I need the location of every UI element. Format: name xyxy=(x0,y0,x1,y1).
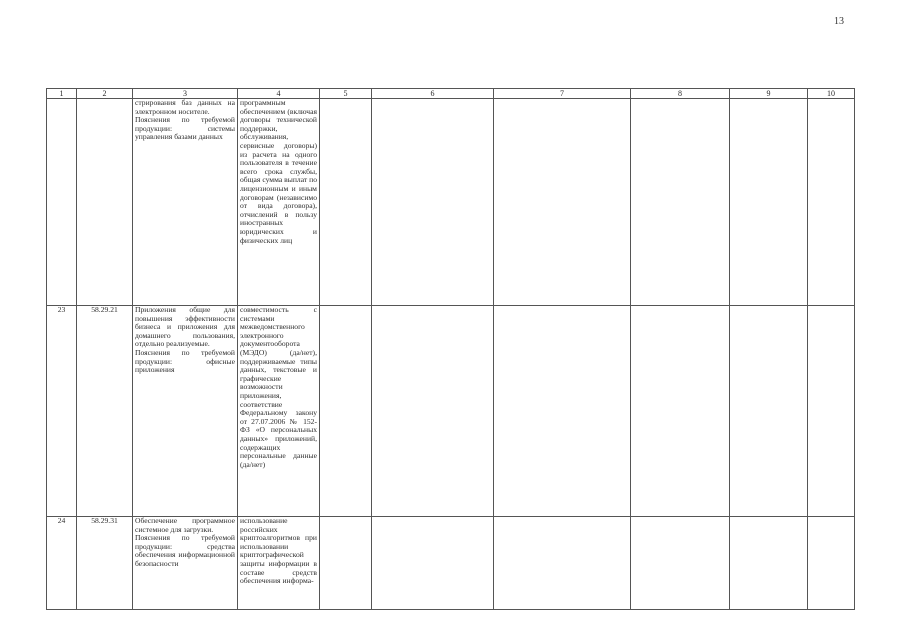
empty-cell xyxy=(808,99,855,306)
empty-cell xyxy=(320,306,372,517)
product-description: стрирования баз данных на электронном носителе. Пояснения по требуемой продукции: системы управления базами данных xyxy=(133,99,238,306)
empty-cell xyxy=(494,306,631,517)
product-characteristics: программным обеспечением (включая договоры технической поддержки, обслуживания, сервисные договоры) из расчета на одного пользователя в течение всего срока службы, общая сумма выплат по лицензионным и иным договорам (независимо от вида договора), отчислений в пользу иностранных юридических и физических лиц xyxy=(238,99,320,306)
okpd-code: 58.29.31 xyxy=(77,517,133,610)
product-description: Обеспечение программное системное для загрузки. Пояснения по требуемой продукции: средства обеспечения информационной безопасности xyxy=(133,517,238,610)
empty-cell xyxy=(631,517,730,610)
empty-cell xyxy=(320,517,372,610)
row-number: 23 xyxy=(47,306,77,517)
header-cell: 3 xyxy=(133,89,238,99)
okpd-code: 58.29.21 xyxy=(77,306,133,517)
empty-cell xyxy=(730,517,808,610)
header-cell: 9 xyxy=(730,89,808,99)
header-row xyxy=(47,89,855,99)
empty-cell xyxy=(372,306,494,517)
empty-cell xyxy=(320,99,372,306)
header-cell: 10 xyxy=(808,89,855,99)
empty-cell xyxy=(808,517,855,610)
empty-cell xyxy=(730,99,808,306)
header-cell: 8 xyxy=(631,89,730,99)
row-number: 24 xyxy=(47,517,77,610)
row-number xyxy=(47,99,77,306)
header-cell: 6 xyxy=(372,89,494,99)
empty-cell xyxy=(372,517,494,610)
table-row xyxy=(47,306,855,517)
header-cell: 4 xyxy=(238,89,320,99)
empty-cell xyxy=(808,306,855,517)
empty-cell xyxy=(631,306,730,517)
table-row xyxy=(47,99,855,306)
requirements-table xyxy=(46,88,855,610)
page-number: 13 xyxy=(834,16,844,27)
header-cell: 2 xyxy=(77,89,133,99)
product-description: Приложения общие для повышения эффективности бизнеса и приложения для домашнего пользования, отдельно реализуемые. Пояснения по требуемой продукции: офисные приложения xyxy=(133,306,238,517)
empty-cell xyxy=(631,99,730,306)
product-characteristics: совместимость с системами межведомственного электронного документооборота (МЭДО) (да/нет), поддерживаемые типы данных, текстовые и графические возможности приложения, соответствие Федеральному закону от 27.07.2006 № 152-ФЗ «О персональных данных» приложений, содержащих персональные данные (да/нет) xyxy=(238,306,320,517)
table-row xyxy=(47,517,855,610)
product-characteristics: использование российских криптоалгоритмов при использовании криптографической защиты информации в составе средств обеспечения информа- xyxy=(238,517,320,610)
empty-cell xyxy=(494,99,631,306)
empty-cell xyxy=(494,517,631,610)
header-cell: 7 xyxy=(494,89,631,99)
okpd-code xyxy=(77,99,133,306)
header-cell: 5 xyxy=(320,89,372,99)
empty-cell xyxy=(730,306,808,517)
empty-cell xyxy=(372,99,494,306)
header-cell: 1 xyxy=(47,89,77,99)
